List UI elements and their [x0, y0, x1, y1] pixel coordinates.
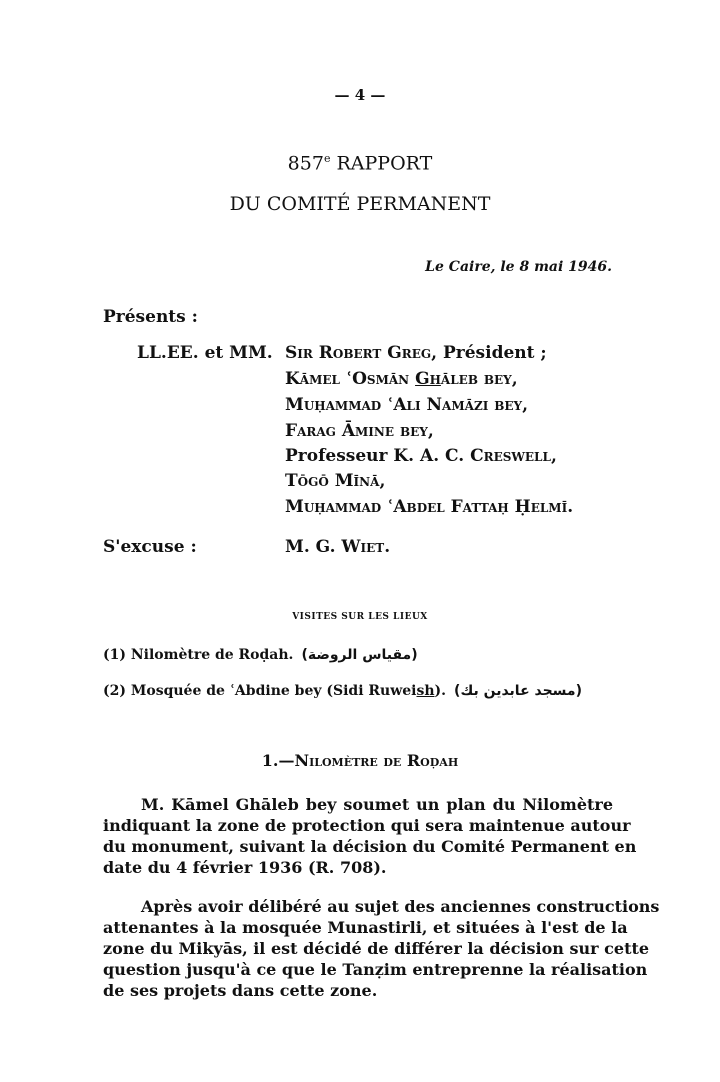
- member-name: Creswell: [470, 446, 551, 466]
- visits-heading: VISITES SUR LES LIEUX: [292, 612, 428, 622]
- presents-label: Présents :: [103, 307, 198, 327]
- paragraph-line: indiquant la zone de protection qui sera maintenue autour: [103, 816, 631, 835]
- member-1: [285, 343, 547, 363]
- page-number: — 4 —: [334, 86, 386, 104]
- visit-arabic-name: (مسجد عابدين بك): [454, 683, 582, 699]
- report-number: 857: [287, 152, 324, 175]
- excuse-label: S'excuse :: [103, 537, 197, 557]
- honorifics: LL.EE. et MM.: [137, 343, 273, 363]
- member-6: [285, 471, 385, 491]
- member-name: āleb bey: [440, 369, 512, 389]
- member-suffix: .: [567, 497, 574, 517]
- member-name: Farag Āmine bey: [285, 421, 428, 441]
- member-7: [285, 497, 573, 517]
- visit-text-underlined: sh: [416, 683, 435, 699]
- member-name: Muḥammad ʿAli Namāzi bey: [285, 395, 523, 415]
- report-number-suffix: e: [323, 152, 331, 165]
- paragraph-line: du monument, suivant la décision du Comité Permanent en: [103, 837, 637, 856]
- member-5: [285, 446, 557, 466]
- member-name: Sir Robert Greg: [285, 343, 432, 363]
- member-name: Kāmel ʿOsmān: [285, 369, 416, 389]
- paragraph-2: [103, 896, 660, 1001]
- member-suffix: ,: [511, 369, 518, 389]
- excused-member: [285, 537, 390, 557]
- excused-suffix: .: [384, 537, 391, 557]
- paragraph-line: de ses projets dans cette zone.: [103, 981, 378, 1000]
- section-heading: [0, 751, 720, 770]
- dateline: Le Caire, le 8 mai 1946.: [425, 259, 612, 275]
- visit-text: (1) Nilomètre de Roḍah.: [103, 647, 294, 663]
- paragraph-line: attenantes à la mosquée Munastirli, et situées à l'est de la: [103, 918, 628, 937]
- member-suffix: ,: [522, 395, 529, 415]
- section-title: Nilomètre de Roḍah: [294, 751, 459, 770]
- visit-text: ).: [434, 683, 447, 699]
- member-prefix: Professeur K. A. C.: [285, 446, 471, 466]
- member-suffix: ,: [550, 446, 557, 466]
- member-suffix: ,: [427, 421, 434, 441]
- visit-arabic-name: (مقياس الروضة): [301, 647, 418, 663]
- paragraph-line: question jusqu'à ce que le Tanẓim entreprenne la réalisation: [103, 960, 648, 979]
- paragraph-line: M. Kāmel Ghāleb bey soumet un plan du Nilomètre: [141, 795, 613, 814]
- member-3: [285, 395, 528, 415]
- paragraph-line: Après avoir délibéré au sujet des anciennes constructions: [141, 897, 660, 916]
- member-4: [285, 421, 434, 441]
- report-title-word: RAPPORT: [336, 152, 433, 175]
- member-name: Tōgō Mīnā: [285, 471, 380, 491]
- paragraph-line: zone du Mikyās, il est décidé de différer la décision sur cette: [103, 939, 650, 958]
- member-name-underlined: Gh: [415, 369, 441, 389]
- member-suffix: ,: [379, 471, 386, 491]
- excused-prefix: M. G.: [285, 537, 342, 557]
- paragraph-line: date du 4 février 1936 (R. 708).: [103, 858, 387, 877]
- member-name: Muḥammad ʿAbdel Fattaḥ Ḥelmī: [285, 497, 568, 517]
- paragraph-1: [103, 794, 637, 878]
- member-suffix: , Président ;: [431, 343, 547, 363]
- visit-item-2: [103, 683, 582, 699]
- report-title-line1: [0, 152, 720, 174]
- visit-text: (2) Mosquée de ʿAbdine bey (Sidi Ruwei: [103, 683, 417, 699]
- report-title-line2: DU COMITÉ PERMANENT: [229, 193, 491, 215]
- excused-name: Wiet: [341, 537, 385, 557]
- visit-item-1: [103, 647, 418, 663]
- member-2: [285, 369, 518, 389]
- section-number: 1.—: [261, 751, 295, 770]
